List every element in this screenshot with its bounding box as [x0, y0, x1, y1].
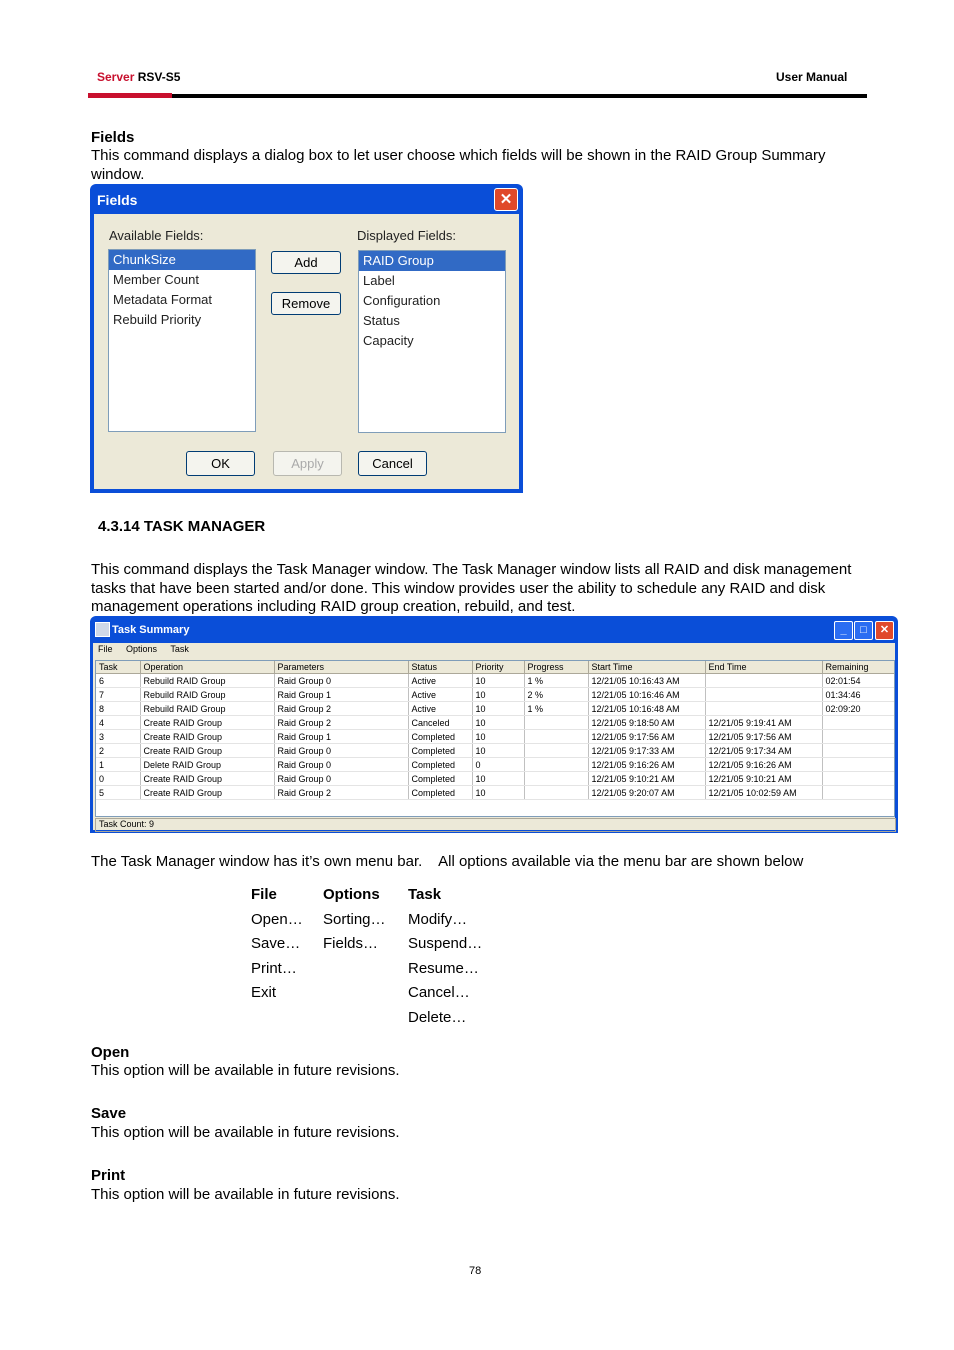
- table-cell: Create RAID Group: [140, 772, 274, 786]
- table-cell: Completed: [408, 758, 472, 772]
- table-cell: 02:01:54: [822, 674, 895, 688]
- menu-item: Sorting…: [323, 910, 386, 928]
- file-menu-header: File: [251, 886, 277, 903]
- table-row[interactable]: [96, 688, 895, 702]
- list-item[interactable]: Rebuild Priority: [113, 312, 202, 327]
- task-menu-column: [408, 883, 482, 1030]
- header-rule-black: [172, 94, 867, 98]
- apply-button[interactable]: Apply: [273, 451, 342, 476]
- app-icon: [95, 622, 110, 637]
- table-cell: Delete RAID Group: [140, 758, 274, 772]
- column-header[interactable]: End Time: [705, 661, 822, 674]
- table-cell: [822, 730, 895, 744]
- cancel-button[interactable]: Cancel: [358, 451, 427, 476]
- menu-task[interactable]: Task: [170, 644, 189, 654]
- table-cell: Create RAID Group: [140, 786, 274, 800]
- menu-item: Resume…: [408, 959, 479, 977]
- displayed-fields-list[interactable]: [358, 250, 506, 433]
- close-icon[interactable]: ✕: [494, 188, 518, 211]
- header-manual-title: User Manual: [776, 70, 848, 84]
- list-item[interactable]: Status: [363, 313, 400, 328]
- table-cell: Rebuild RAID Group: [140, 674, 274, 688]
- table-cell: Active: [408, 674, 472, 688]
- table-cell: 6: [96, 674, 140, 688]
- fields-dialog: [90, 184, 523, 493]
- table-cell: 1 %: [524, 674, 588, 688]
- menu-item: Fields…: [323, 935, 379, 952]
- table-row[interactable]: [96, 758, 895, 772]
- menu-item: Save…: [251, 935, 301, 952]
- menu-bar: [98, 644, 200, 654]
- table-cell: [705, 702, 822, 716]
- table-cell: 10: [472, 688, 524, 702]
- table-cell: Raid Group 2: [274, 716, 408, 730]
- table-cell: 10: [472, 786, 524, 800]
- table-cell: Raid Group 0: [274, 758, 408, 772]
- menu-item: Modify…: [408, 910, 468, 928]
- table-cell: [524, 744, 588, 758]
- table-cell: [705, 688, 822, 702]
- column-header[interactable]: Task: [96, 661, 140, 674]
- task-summary-window: [90, 616, 898, 833]
- table-cell: Raid Group 0: [274, 744, 408, 758]
- table-cell: 2: [96, 744, 140, 758]
- header-rule-red: [88, 93, 172, 98]
- fields-description: This command displays a dialog box to let user choose which fields will be shown in the RAID Group Summary window.: [91, 147, 826, 183]
- table-cell: 12/21/05 10:02:59 AM: [705, 786, 822, 800]
- file-menu-column: [251, 883, 303, 1006]
- print-heading: Print: [91, 1167, 126, 1184]
- table-cell: 5: [96, 786, 140, 800]
- table-cell: [822, 772, 895, 786]
- table-cell: 0: [96, 772, 140, 786]
- table-cell: Create RAID Group: [140, 716, 274, 730]
- page-number: 78: [469, 1265, 482, 1277]
- menu-item: Delete…: [408, 1008, 467, 1026]
- list-item[interactable]: RAID Group: [359, 251, 505, 271]
- table-cell: 12/21/05 9:18:50 AM: [588, 716, 705, 730]
- header-product: [97, 70, 180, 84]
- ok-button[interactable]: OK: [186, 451, 255, 476]
- save-description: This option will be available in future revisions.: [91, 1124, 400, 1141]
- table-cell: Active: [408, 702, 472, 716]
- menu-file[interactable]: File: [98, 644, 113, 654]
- table-cell: Raid Group 0: [274, 772, 408, 786]
- column-header[interactable]: Operation: [140, 661, 274, 674]
- column-header[interactable]: Start Time: [588, 661, 705, 674]
- table-cell: Canceled: [408, 716, 472, 730]
- table-row[interactable]: [96, 786, 895, 800]
- menu-item: Suspend…: [408, 935, 483, 952]
- table-cell: [822, 786, 895, 800]
- table-cell: Raid Group 1: [274, 730, 408, 744]
- table-cell: 12/21/05 9:17:56 AM: [588, 730, 705, 744]
- remove-button[interactable]: Remove: [271, 292, 341, 315]
- list-item[interactable]: Member Count: [113, 272, 199, 287]
- table-cell: 4: [96, 716, 140, 730]
- menu-item: Cancel…: [408, 984, 470, 1001]
- table-cell: Raid Group 2: [274, 702, 408, 716]
- task-menu-header: Task: [408, 886, 442, 903]
- table-row[interactable]: [96, 702, 895, 716]
- header-model: RSV-S5: [137, 70, 181, 84]
- maximize-icon[interactable]: □: [854, 621, 873, 640]
- table-cell: 12/21/05 10:16:48 AM: [588, 702, 705, 716]
- table-cell: 10: [472, 744, 524, 758]
- table-cell: Raid Group 0: [274, 674, 408, 688]
- task-manager-description: This command displays the Task Manager window. The Task Manager window lists all RAID and disk management tasks that have been started and/or done. This window provides user the ability to schedule any RAID and disk management operations including RAID group creation, rebuild, and test.: [91, 561, 852, 615]
- table-cell: 12/21/05 10:16:43 AM: [588, 674, 705, 688]
- table-cell: Completed: [408, 744, 472, 758]
- table-row[interactable]: [96, 744, 895, 758]
- options-menu-column: [323, 883, 386, 957]
- print-description: This option will be available in future revisions.: [91, 1186, 400, 1203]
- table-row[interactable]: [96, 730, 895, 744]
- table-cell: [822, 716, 895, 730]
- available-fields-label: Available Fields:: [109, 228, 204, 243]
- table-cell: 12/21/05 9:16:26 AM: [705, 758, 822, 772]
- list-item[interactable]: ChunkSize: [109, 250, 255, 270]
- table-cell: [524, 758, 588, 772]
- table-cell: 8: [96, 702, 140, 716]
- column-header[interactable]: Progress: [524, 661, 588, 674]
- table-cell: 12/21/05 10:16:46 AM: [588, 688, 705, 702]
- dialog-body: [94, 214, 519, 489]
- menu-item: Open…: [251, 910, 303, 928]
- column-header[interactable]: Parameters: [274, 661, 408, 674]
- table-cell: [705, 674, 822, 688]
- window-title: Task Summary: [112, 624, 190, 636]
- options-menu-header: Options: [323, 886, 380, 903]
- dialog-title: Fields: [97, 192, 138, 208]
- table-row[interactable]: [96, 716, 895, 730]
- table-row[interactable]: [96, 674, 895, 688]
- header-brand: Server: [97, 70, 135, 84]
- table-cell: Active: [408, 688, 472, 702]
- add-button[interactable]: Add: [271, 251, 341, 274]
- menu-options[interactable]: Options: [126, 644, 158, 654]
- table-row[interactable]: [96, 772, 895, 786]
- table-cell: 01:34:46: [822, 688, 895, 702]
- table-cell: Raid Group 1: [274, 688, 408, 702]
- table-cell: 12/21/05 9:20:07 AM: [588, 786, 705, 800]
- close-icon[interactable]: ✕: [875, 621, 894, 640]
- table-cell: Completed: [408, 786, 472, 800]
- table-cell: 10: [472, 702, 524, 716]
- window-body: [93, 643, 895, 830]
- table-cell: Rebuild RAID Group: [140, 688, 274, 702]
- table-cell: 12/21/05 9:10:21 AM: [588, 772, 705, 786]
- table-cell: 10: [472, 716, 524, 730]
- table-cell: [524, 716, 588, 730]
- list-item[interactable]: Configuration: [363, 293, 441, 308]
- table-cell: [524, 730, 588, 744]
- table-cell: 10: [472, 674, 524, 688]
- menu-item: Print…: [251, 959, 297, 977]
- table-cell: Create RAID Group: [140, 744, 274, 758]
- table-cell: Completed: [408, 730, 472, 744]
- column-header[interactable]: Remaining: [822, 661, 895, 674]
- table-cell: 0: [472, 758, 524, 772]
- table-cell: 2 %: [524, 688, 588, 702]
- table-cell: 02:09:20: [822, 702, 895, 716]
- table-cell: 12/21/05 9:17:33 AM: [588, 744, 705, 758]
- table-cell: 1: [96, 758, 140, 772]
- table-cell: 1 %: [524, 702, 588, 716]
- table-cell: Create RAID Group: [140, 730, 274, 744]
- displayed-fields-label: Displayed Fields:: [357, 228, 456, 243]
- list-item[interactable]: Metadata Format: [113, 292, 212, 307]
- table-cell: 12/21/05 9:16:26 AM: [588, 758, 705, 772]
- list-item[interactable]: Label: [363, 273, 395, 288]
- menubar-description: The Task Manager window has it’s own menu bar. All options available via the menu bar are shown below: [91, 853, 804, 870]
- fields-heading: Fields: [91, 129, 135, 146]
- table-cell: 3: [96, 730, 140, 744]
- save-heading: Save: [91, 1105, 127, 1122]
- list-item[interactable]: Capacity: [363, 333, 414, 348]
- table-cell: 10: [472, 772, 524, 786]
- available-fields-list[interactable]: [108, 249, 256, 432]
- table-cell: [524, 772, 588, 786]
- task-manager-heading: 4.3.14 TASK MANAGER: [98, 518, 266, 535]
- table-cell: [524, 786, 588, 800]
- table-cell: [822, 758, 895, 772]
- table-cell: 12/21/05 9:10:21 AM: [705, 772, 822, 786]
- task-table: [95, 660, 895, 817]
- table-cell: [822, 744, 895, 758]
- table-cell: 12/21/05 9:17:56 AM: [705, 730, 822, 744]
- table-cell: 12/21/05 9:19:41 AM: [705, 716, 822, 730]
- status-bar: Task Count: 9: [95, 818, 896, 832]
- table-cell: 10: [472, 730, 524, 744]
- table-cell: Completed: [408, 772, 472, 786]
- table-cell: Rebuild RAID Group: [140, 702, 274, 716]
- minimize-icon[interactable]: _: [834, 621, 853, 640]
- column-header[interactable]: Priority: [472, 661, 524, 674]
- table-cell: 12/21/05 9:17:34 AM: [705, 744, 822, 758]
- table-cell: Raid Group 2: [274, 786, 408, 800]
- table-cell: 7: [96, 688, 140, 702]
- open-heading: Open: [91, 1044, 130, 1061]
- menu-item: Exit: [251, 984, 277, 1001]
- column-header[interactable]: Status: [408, 661, 472, 674]
- open-description: This option will be available in future revisions.: [91, 1062, 400, 1079]
